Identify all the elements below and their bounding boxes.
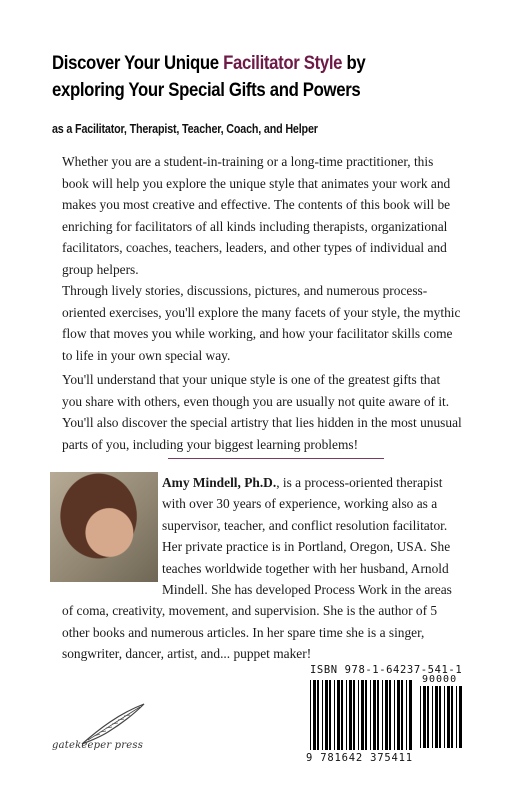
barcode-bar [317,680,319,750]
headline-line-2: exploring Your Special Gifts and Powers [52,79,361,101]
barcode-bar [329,680,331,750]
barcode-bar [385,680,388,750]
barcode-bar [370,680,371,750]
barcode-bar [341,680,343,750]
barcode-bar [456,686,457,748]
addon-price-code: 90000 [422,674,458,685]
barcode-bar [409,680,412,750]
photo-spacer [62,472,162,584]
barcode-bar [382,680,383,750]
description-paragraph-3: You'll understand that your unique style is one of the greatest gifts that you share with others, even though you are usually not quite aware of it. You'll also discover the special artistry that lies hidden in the most unusual parts of you, including your biggest learning problems! [62,372,462,452]
description-paragraph-1: Whether you are a student-in-training or a long-time practitioner, this book will help you explore the unique style that animates your work and makes you most creative and effective. The contents of this book will be enriching for facilitators of all kinds including therapists, organizational facilitators, coaches, teachers, leaders, and other types of individual and group helpers. [62,154,451,277]
headline-line-1 [52,50,430,77]
addon-barcode [420,686,464,750]
barcode-bar [377,680,379,750]
author-bio-text: , is a process-oriented therapist with over 30 years of experience, working also as a supervisor, teacher, and conflict resolution facilitator. Her private practice is in Portland, Oregon, USA. She teaches worldwide together with her husband, Arnold Mindell. She has developed Process Work in the areas of coma, creativity, movement, and supervision. She is the author of 5 other books and numerous articles. In her spare time she is a singer, songwriter, dancer, artist, and... puppet maker! [62,475,452,662]
author-name: Amy Mindell, Ph.D. [162,475,277,490]
description-paragraph-2: Through lively stories, discussions, pictures, and numerous process-oriented exercises, you'll explore the many facets of your style, the mythic flow that moves you while working, and how your facilitator skills come to life in your own special way. [62,283,461,363]
barcode-bar [435,686,438,748]
barcode-bar [322,680,323,750]
barcode-bar [444,686,445,748]
barcode-bar [361,680,364,750]
barcode-bar [353,680,355,750]
headline [52,50,430,104]
barcode-bar [427,686,429,748]
barcode-bar [451,686,453,748]
barcode-bar [337,680,340,750]
ean-number: 9 781642 375411 [306,752,413,764]
barcode-bar [313,680,316,750]
barcode-bar [459,686,462,748]
barcode-bar [389,680,391,750]
barcode-bar [432,686,433,748]
barcode-bar [423,686,426,748]
barcode-bar [373,680,376,750]
barcode-bar [334,680,335,750]
headline-prefix: Discover Your Unique [52,52,224,74]
barcode-bar [310,680,311,750]
barcode-bar [349,680,352,750]
barcode-bar [439,686,441,748]
publisher-name: gatekeeper press [52,740,144,751]
barcode-bar [394,680,395,750]
barcode-bar [401,680,403,750]
barcode-bar [346,680,347,750]
barcode-bar [447,686,450,748]
subtitle: as a Facilitator, Therapist, Teacher, Coach, and Helper [52,122,318,136]
headline-highlight: Facilitator Style [223,52,343,74]
section-divider [168,458,384,459]
barcode-bar [397,680,400,750]
barcode-bar [420,686,421,748]
ean-barcode [310,680,414,752]
barcode-bar [365,680,367,750]
isbn-label: ISBN 978-1-64237-541-1 [310,664,463,676]
author-bio [62,472,462,665]
headline-suffix: by [342,52,366,74]
barcode-bar [406,680,407,750]
barcode-bar [358,680,359,750]
barcode-bar [325,680,328,750]
